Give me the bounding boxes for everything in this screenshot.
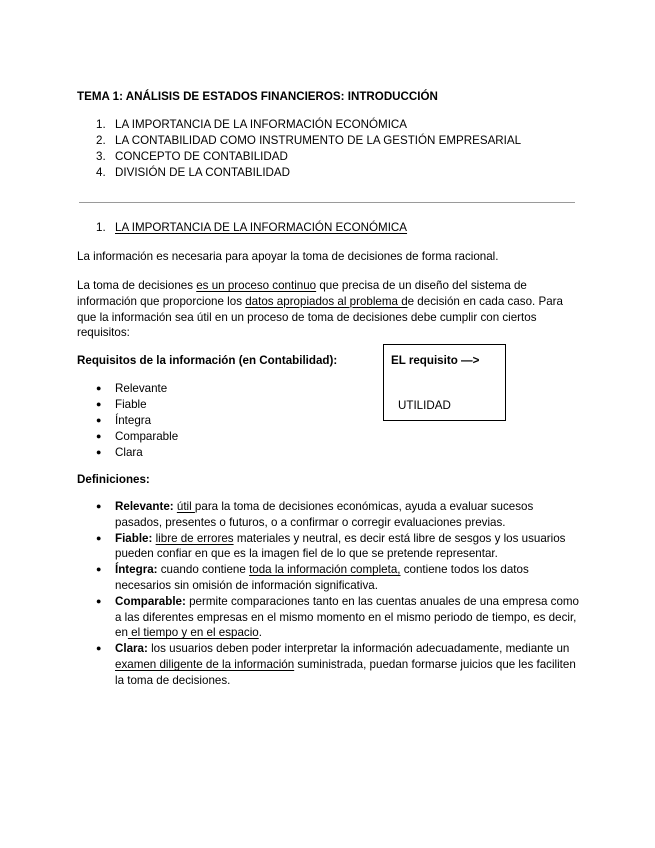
definition-term: Íntegra: [115,563,158,577]
definition-term: Clara: [115,642,148,656]
definition-item [96,562,581,594]
list-item-text: Fiable [115,398,147,411]
underlined-text: libre de errores [155,531,234,545]
list-item [96,412,178,428]
definition-item [96,531,581,563]
list-item-text: Íntegra [115,414,152,427]
horizontal-divider [79,202,575,203]
paragraph-1: La información es necesaria para apoyar la toma de decisiones de forma racional. [77,250,499,263]
text-run: suministrada, puedan formarse juicios que les faciliten la toma de decisiones. [115,657,576,687]
requisitos-heading: Requisitos de la información (en Contabilidad): [77,354,338,367]
toc-text: DIVISIÓN DE LA CONTABILIDAD [115,166,291,179]
definition-item [96,641,581,688]
underlined-text: el tiempo y en el espacio [127,626,259,640]
text-run: para la toma de decisiones económicas, ayuda a evaluar sucesos pasados, presentes o futuros, o a confirmar o corregir evaluaciones previas. [115,500,534,529]
box-label: EL requisito —> [391,354,480,367]
definition-term: Relevante: [115,500,174,513]
bullet-icon: ● [96,399,102,409]
paragraph-2 [77,278,577,341]
toc-text: LA IMPORTANCIA DE LA INFORMACIÓN ECONÓMICA [115,118,408,131]
underlined-text: útil [176,500,195,513]
list-item [96,380,178,396]
underlined-text: examen diligente de la información [115,657,295,671]
bullet-icon: ● [96,564,102,575]
table-of-contents [96,117,521,181]
toc-item [96,117,521,133]
bullet-icon: ● [96,595,102,606]
text-run: los usuarios deben poder interpretar la información adecuadamente, mediante un [147,642,570,656]
section-number: 1. [96,221,106,234]
definition-term: Comparable: [115,594,186,608]
list-item-text: Clara [115,446,143,459]
text-run: materiales y neutral, es decir está libre de sesgos y los usuarios pueden confiar en que es la imagen fiel de lo que se pretende representar. [115,531,566,561]
requisito-box [383,344,506,421]
underlined-text: datos apropiados al problema d [245,294,408,308]
box-value: UTILIDAD [398,399,451,412]
toc-item [96,165,521,181]
definition-item [96,594,581,641]
text-run: que precisa de un diseño del sistema de información que proporcione los [77,279,527,308]
toc-number: 1. [96,118,106,131]
section-title: LA IMPORTANCIA DE LA INFORMACIÓN ECONÓMICA [115,221,408,234]
underlined-text: toda la información completa, [249,563,401,577]
bullet-icon: ● [96,532,102,543]
text-run: contiene todos los datos necesarios sin omisión de información significativa. [115,563,529,592]
toc-number: 2. [96,134,106,147]
list-item [96,444,178,460]
text-run: . [258,626,262,640]
toc-number: 4. [96,166,106,179]
definition-term: Fiable: [115,531,153,545]
toc-item [96,133,521,149]
section-heading [96,221,407,234]
bullet-icon: ● [96,415,102,425]
text-run: e decisión en cada caso. Para que la información sea útil en un proceso de toma de decisiones debe cumplir con ciertos requisitos: [77,294,563,340]
text-run: cuando contiene [157,563,250,577]
list-item [96,428,178,444]
bullet-icon: ● [96,447,102,457]
requisitos-list [96,380,178,460]
toc-number: 3. [96,150,106,163]
bullet-icon: ● [96,643,102,654]
page-title: TEMA 1: ANÁLISIS DE ESTADOS FINANCIEROS: INTRODUCCIÓN [77,90,438,103]
toc-text: CONCEPTO DE CONTABILIDAD [115,150,288,163]
bullet-icon: ● [96,383,102,393]
list-item [96,396,178,412]
list-item-text: Relevante [115,382,168,395]
underlined-text: es un proceso continuo [196,279,317,292]
text-run: permite comparaciones tanto en las cuentas anuales de una empresa como a las diferentes empresas en el mismo momento en el mismo periodo de tiempo, es decir, en [115,594,580,640]
toc-item [96,149,521,165]
definiciones-heading: Definiciones: [77,473,150,486]
bullet-icon: ● [96,501,102,511]
text-run: La toma de decisiones [77,279,197,292]
bullet-icon: ● [96,431,102,441]
definition-item [96,499,581,531]
toc-text: LA CONTABILIDAD COMO INSTRUMENTO DE LA GESTIÓN EMPRESARIAL [115,134,522,147]
list-item-text: Comparable [115,430,179,443]
definiciones-list [96,499,581,689]
